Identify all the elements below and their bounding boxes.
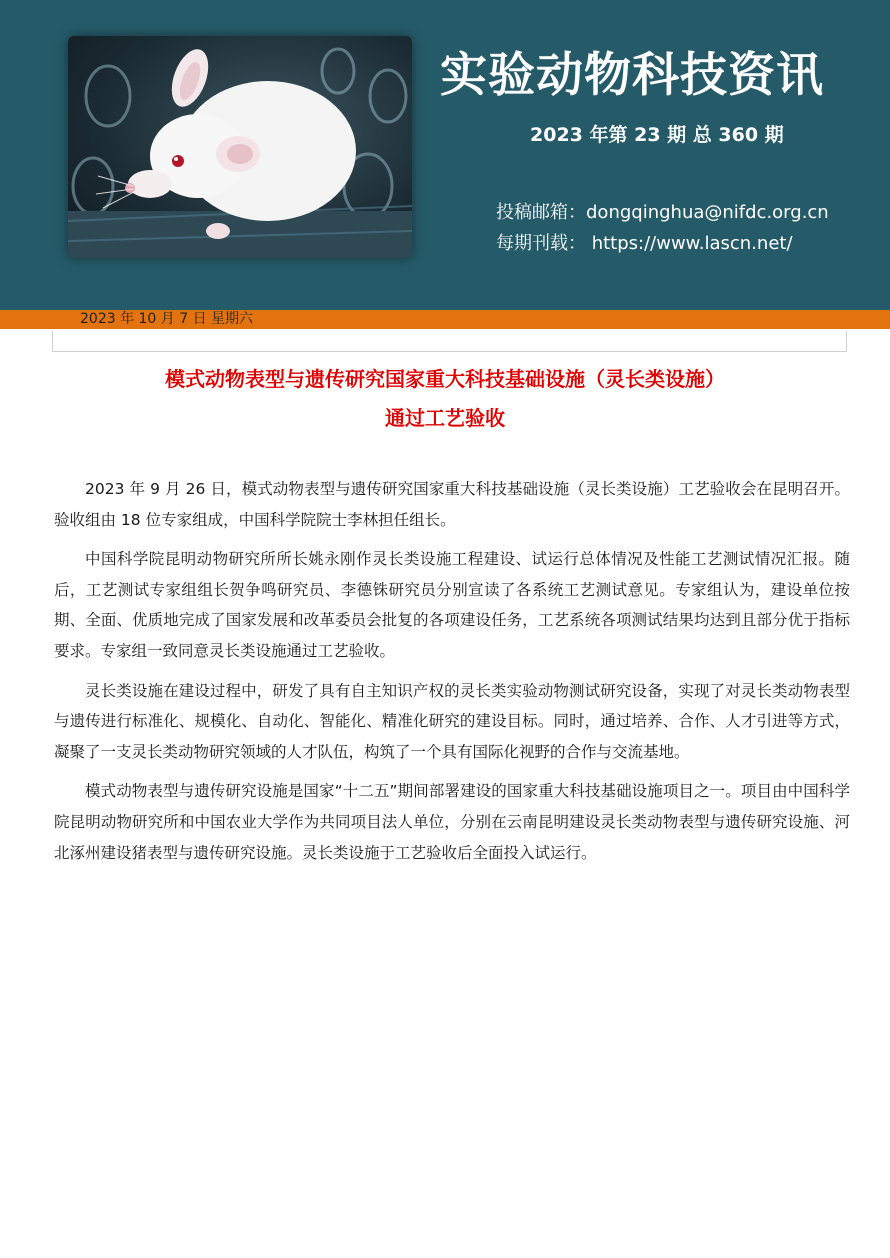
paragraph: 中国科学院昆明动物研究所所长姚永刚作灵长类设施工程建设、试运行总体情况及性能工艺测试情况汇报。随后，工艺测试专家组组长贺争鸣研究员、李德铢研究员分别宣读了各系统工艺测试意见。专家组认为，建设单位按期、全面、优质地完成了国家发展和改革委员会批复的各项建设任务，工艺系统各项测试结果均达到且部分优于指标要求。专家组一致同意灵长类设施通过工艺验收。 — [54, 550, 850, 660]
issue-number: 2023 年第 23 期 总 360 期 — [530, 124, 784, 146]
website-link[interactable]: 每期刊载： https://www.lascn.net/ — [496, 233, 793, 254]
publication-title: 实验动物科技资讯 — [440, 48, 824, 103]
divider-box — [52, 331, 847, 352]
mouse-photo — [68, 36, 412, 258]
article-title-line1: 模式动物表型与遗传研究国家重大科技基础设施（灵长类设施） — [165, 367, 725, 391]
article-title-line2: 通过工艺验收 — [385, 406, 505, 430]
publication-date: 2023 年 10 月 7 日 星期六 — [80, 311, 254, 327]
masthead — [0, 0, 890, 310]
article-body — [54, 474, 850, 877]
paragraph: 模式动物表型与遗传研究设施是国家“十二五”期间部署建设的国家重大科技基础设施项目之一。项目由中国科学院昆明动物研究所和中国农业大学作为共同项目法人单位，分别在云南昆明建设灵长类动物表型与遗传研究设施、河北涿州建设猪表型与遗传研究设施。灵长类设施于工艺验收后全面投入试运行。 — [54, 782, 850, 862]
mouse-illustration — [68, 36, 412, 258]
paragraph: 灵长类设施在建设过程中，研发了具有自主知识产权的灵长类实验动物测试研究设备，实现了对灵长类动物表型与遗传进行标准化、规模化、自动化、智能化、精准化研究的建设目标。同时，通过培养、合作、人才引进等方式，凝聚了一支灵长类动物研究领域的人才队伍，构筑了一个具有国际化视野的合作与交流基地。 — [54, 681, 850, 761]
paragraph: 2023 年 9 月 26 日，模式动物表型与遗传研究国家重大科技基础设施（灵长类设施）工艺验收会在昆明召开。验收组由 18 位专家组成，中国科学院院士李林担任组长。 — [54, 480, 850, 529]
submission-email[interactable]: 投稿邮箱：dongqinghua@nifdc.org.cn — [496, 202, 829, 223]
